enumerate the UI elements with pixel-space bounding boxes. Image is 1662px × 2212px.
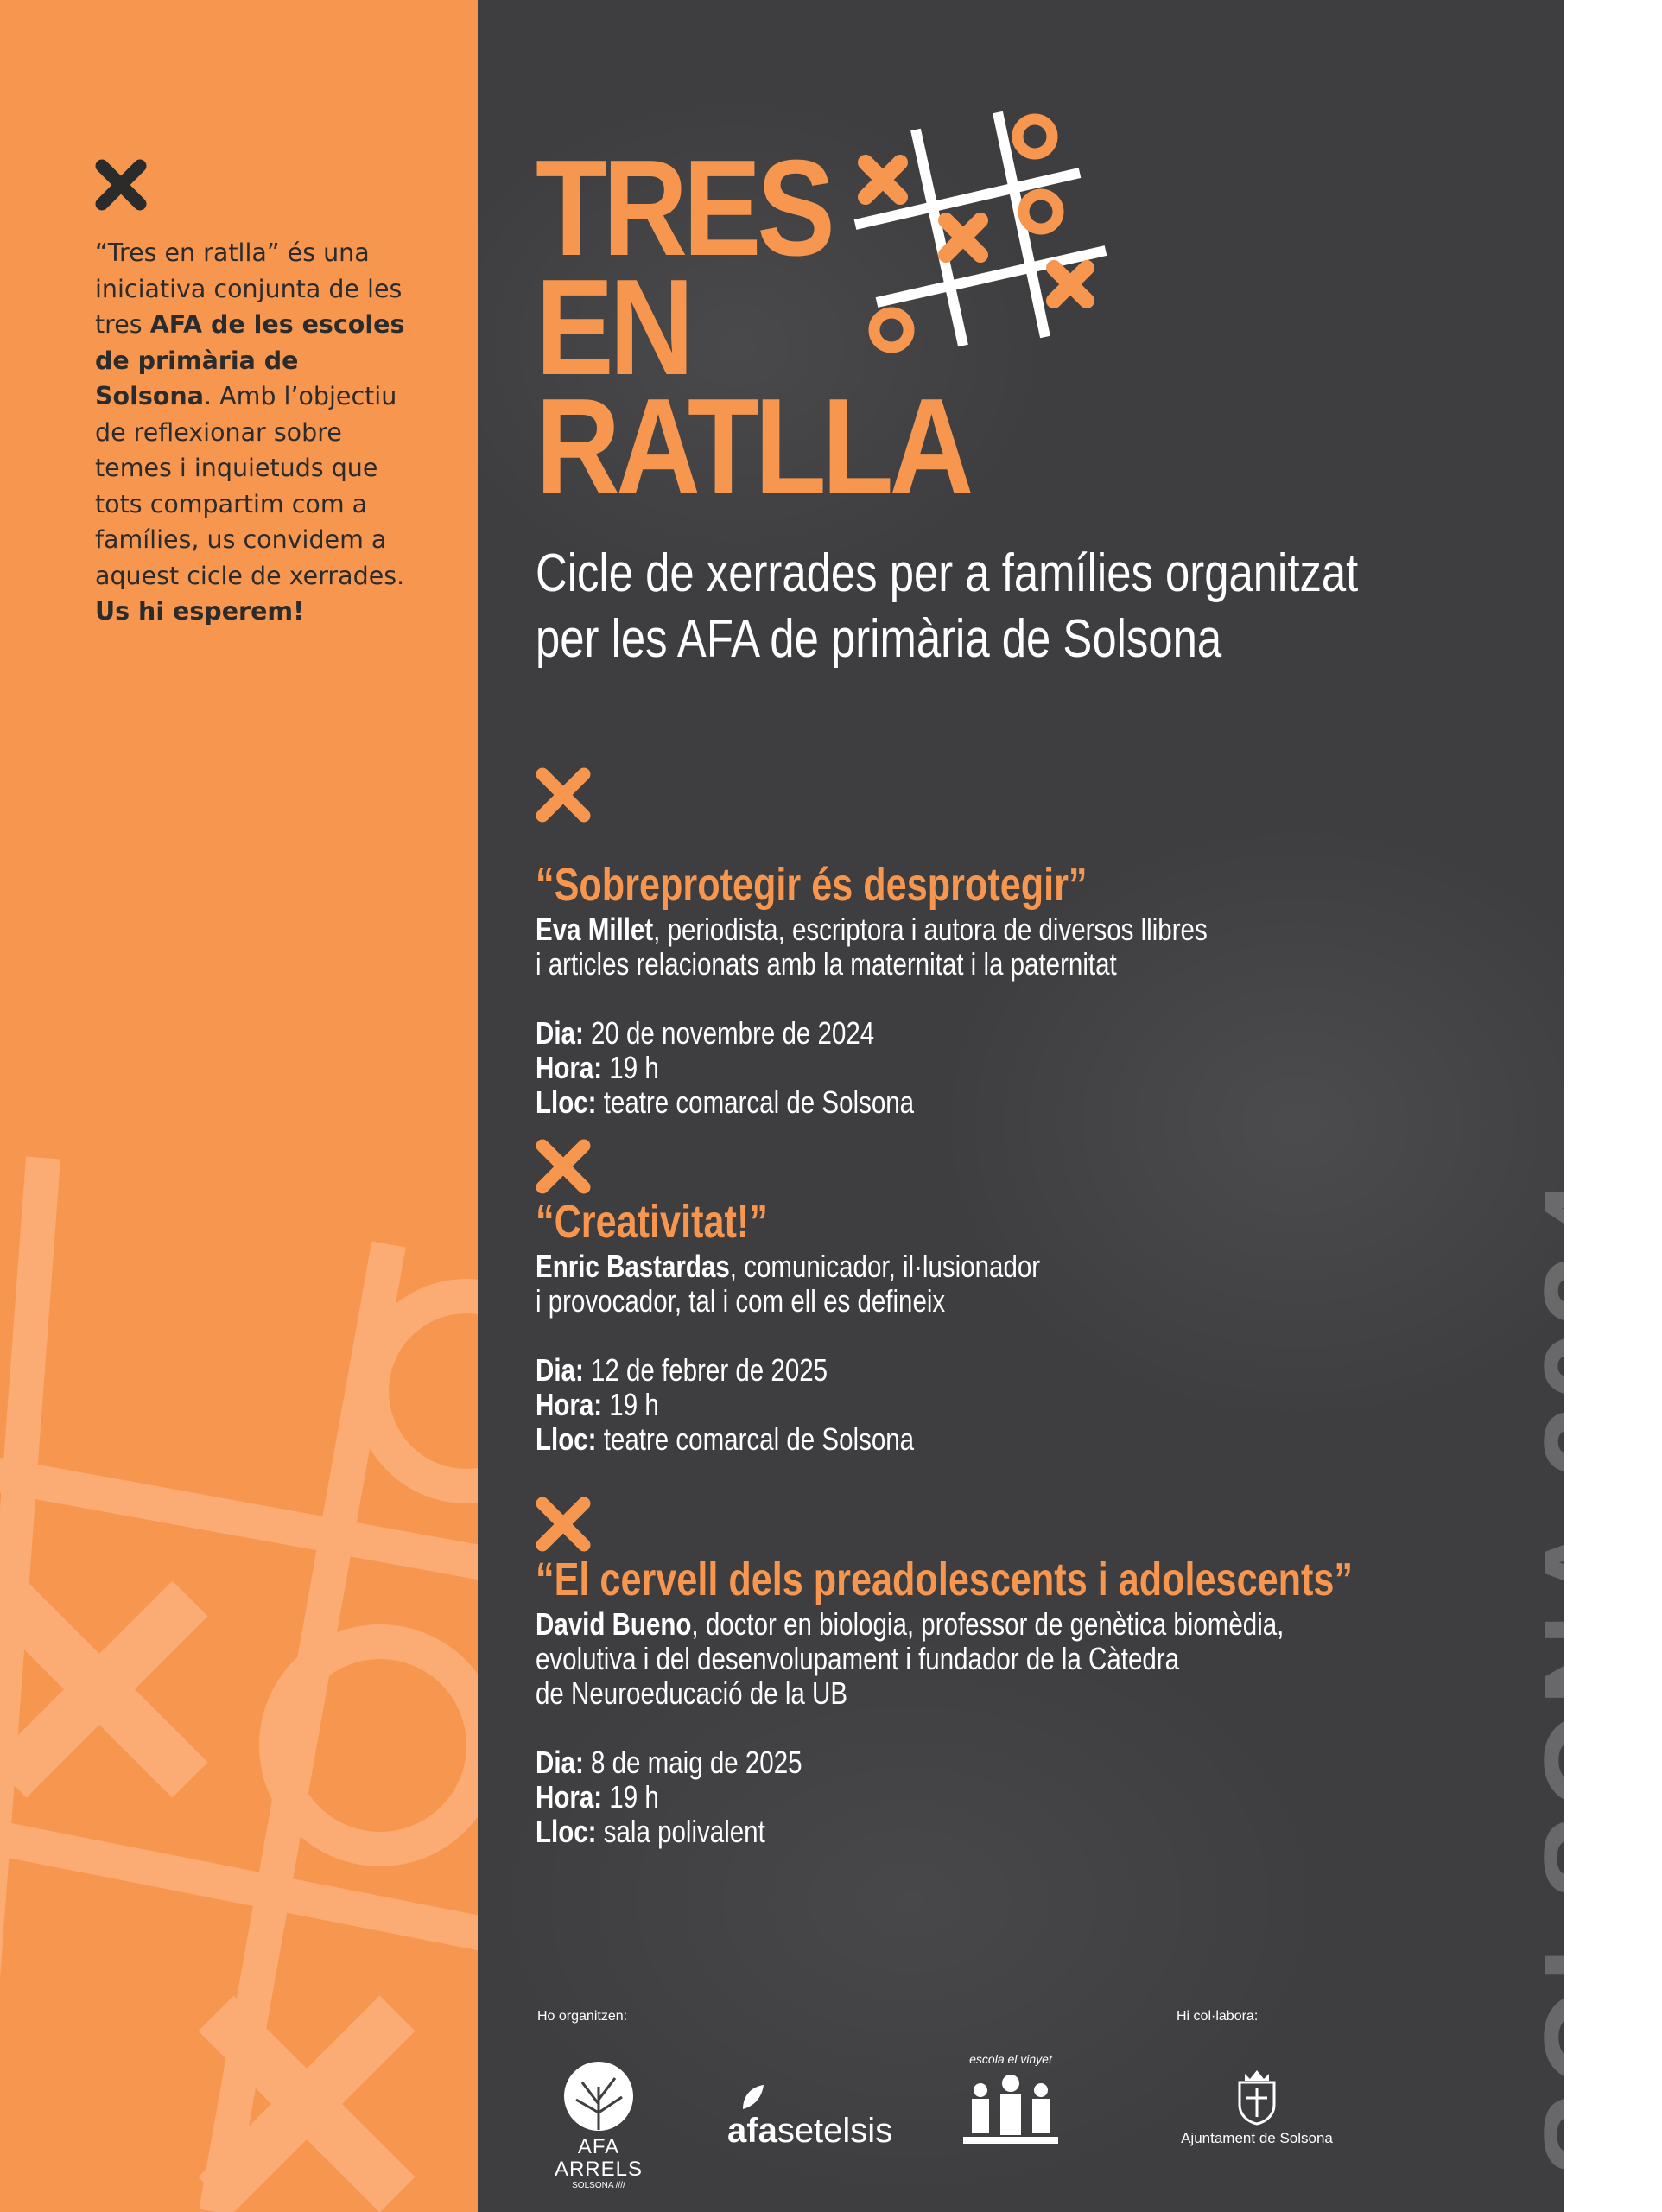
talk-title: “Sobreprotegir és desprotegir”	[536, 859, 1088, 911]
coat-of-arms-icon	[1233, 2067, 1281, 2126]
talk-place: Lloc: teatre comarcal de Solsona	[536, 1084, 915, 1120]
talk-time: Hora: 19 h	[536, 1779, 659, 1815]
speaker-name: Eva Millet	[536, 912, 654, 947]
talk-details: David Bueno, doctor en biologia, professor de genètica biomèdia, evolutiva i del desenvolupament i fundador de la Càtedra de Neuroeducació de la UB Dia: 8 de maig de 2025 Hora: 19 h Lloc: sala polivalent	[536, 1607, 1373, 1849]
talk-1	[536, 767, 1354, 1120]
talk-details: Eva Millet, periodista, escriptora i autora de diversos llibres i articles relacionats amb la maternitat i la paternitat Dia: 20 de novembre de 2024 Hora: 19 h Lloc: teatre comarcal de Solsona	[536, 912, 1208, 1120]
talk-time: Hora: 19 h	[536, 1387, 659, 1422]
ajuntament-solsona-logo: Ajuntament de Solsona	[1175, 2067, 1339, 2147]
talk-time: Hora: 19 h	[536, 1050, 659, 1085]
talk-title: “El cervell dels preadolescents i adolescents”	[536, 1554, 1354, 1605]
x-mark-icon	[536, 1139, 591, 1194]
subtitle: Cicle de xerrades per a famílies organitzat per les AFA de primària de Solsona	[536, 543, 1359, 669]
intro-text: “Tres en ratlla” és una iniciativa conjunta de les tres AFA de les escoles de primària de Solsona. Amb l’objectiu de reflexionar sobre temes i inquietuds que tots compartim com a famílies, us convidem a aquest cicle de xerrades. Us hi esperem!	[95, 238, 405, 626]
talk-place: Lloc: sala polivalent	[536, 1814, 765, 1849]
talk-details: Enric Bastardas, comunicador, il·lusionador i provocador, tal i com ell es defineix Dia: 12 de febrer de 2025 Hora: 19 h Lloc: teatre comarcal de Solsona	[536, 1249, 1041, 1457]
left-column	[0, 0, 478, 2212]
talk-title: “Creativitat!”	[536, 1196, 768, 1248]
talk-date: Dia: 12 de febrer de 2025	[536, 1352, 828, 1388]
talk-3	[536, 1497, 1557, 1849]
escola-el-vinyet-logo: escola el vinyet	[955, 2052, 1067, 2157]
x-mark-icon	[536, 767, 591, 823]
talk-date: Dia: 20 de novembre de 2024	[536, 1015, 875, 1051]
collaborator-label: Hi col·labora:	[1177, 2009, 1259, 2024]
afa-arrels-logo: AFA ARRELS SOLSONA ////	[534, 2061, 663, 2191]
x-mark-icon	[536, 1497, 591, 1552]
organizers-label: Ho organitzen:	[537, 2009, 628, 2024]
tree-logo-icon	[563, 2061, 634, 2132]
talk-place: Lloc: teatre comarcal de Solsona	[536, 1421, 915, 1457]
afa-setelsis-logo: afasetelsis	[727, 2078, 900, 2149]
main-title: TRES EN RATLLA	[536, 132, 970, 523]
speaker-name: David Bueno	[536, 1606, 692, 1642]
vertical-year-text: SOLSONA 2024	[1517, 1175, 1662, 2177]
speaker-name: Enric Bastardas	[536, 1249, 730, 1284]
tic-tac-toe-pattern-icon	[0, 1123, 478, 2212]
x-mark-icon	[93, 157, 149, 213]
leaf-icon	[736, 2078, 771, 2113]
talk-date: Dia: 8 de maig de 2025	[536, 1745, 802, 1780]
tic-tac-toe-grid-icon	[847, 104, 1123, 354]
children-logo-icon	[959, 2066, 1063, 2152]
talk-2	[536, 1139, 1151, 1457]
